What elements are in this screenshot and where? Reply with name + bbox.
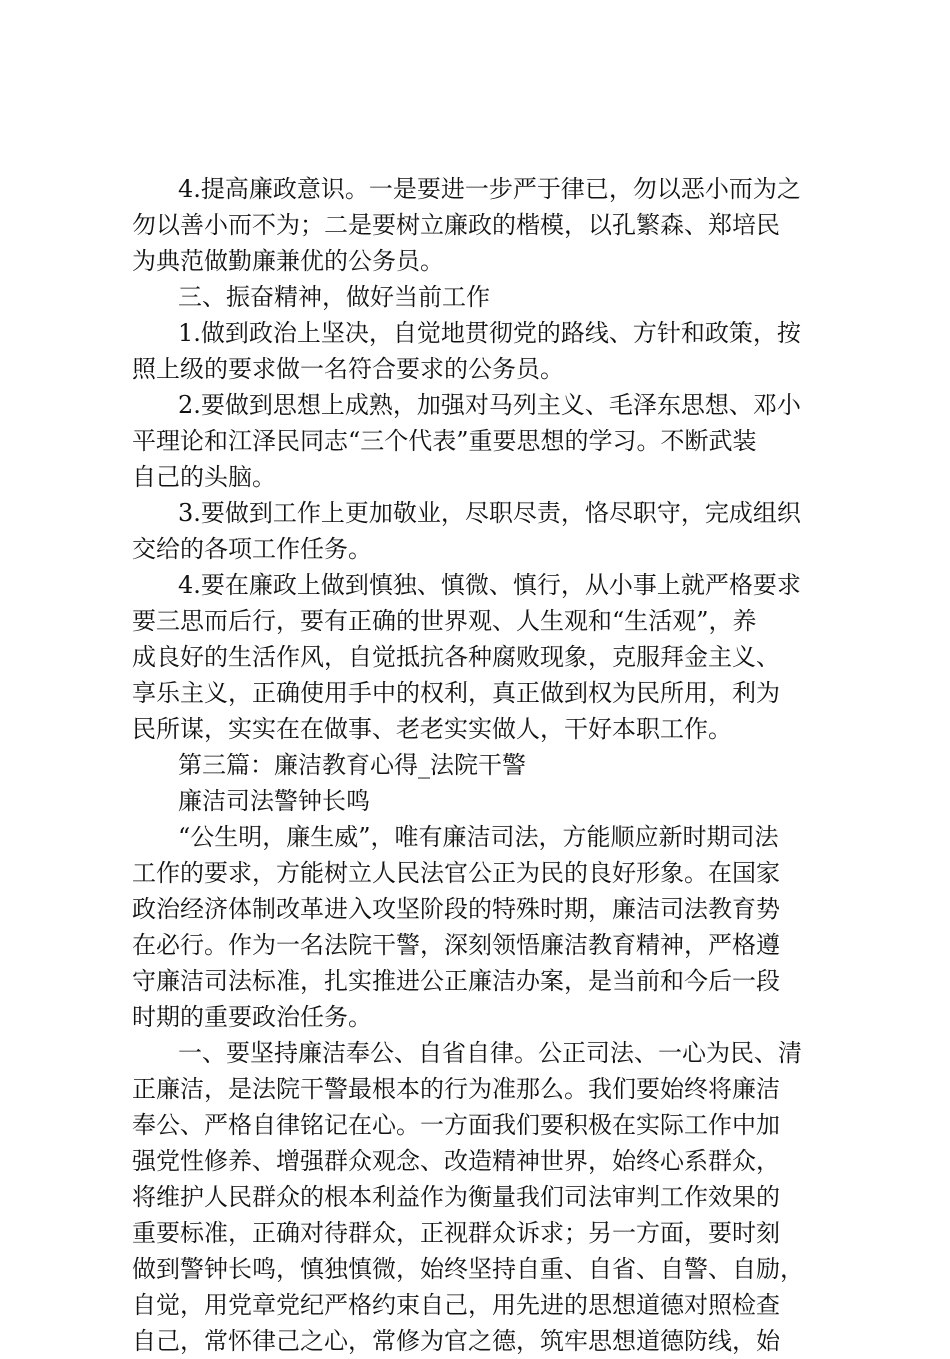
text-line: 4.提高廉政意识。一是要进一步严于律已，勿以恶小而为之 [178, 175, 801, 203]
text-line: 照上级的要求做一名符合要求的公务员。 [132, 355, 564, 383]
text-line: 将维护人民群众的根本利益作为衡量我们司法审判工作效果的 [132, 1183, 780, 1211]
text-line: 成良好的生活作风，自觉抵抗各种腐败现象，克服拜金主义、 [132, 643, 780, 671]
text-line: 平理论和江泽民同志“三个代表”重要思想的学习。不断武装 [132, 427, 757, 455]
text-line: 3.要做到工作上更加敬业，尽职尽责，恪尽职守，完成组织 [178, 499, 801, 527]
text-line: 自觉，用党章党纪严格约束自己，用先进的思想道德对照检查 [132, 1291, 780, 1319]
text-line: 享乐主义，正确使用手中的权利，真正做到权为民所用，利为 [132, 679, 780, 707]
text-line: 自己的头脑。 [132, 463, 276, 491]
text-line: 工作的要求，方能树立人民法官公正为民的良好形象。在国家 [132, 859, 780, 887]
text-line: 第三篇：廉洁教育心得_法院干警 [178, 751, 526, 779]
text-line: 在必行。作为一名法院干警，深刻领悟廉洁教育精神，严格遵 [132, 931, 780, 959]
text-line: 1.做到政治上坚决，自觉地贯彻党的路线、方针和政策，按 [178, 319, 801, 347]
text-line: 民所谋，实实在在做事、老老实实做人，干好本职工作。 [132, 715, 732, 743]
text-line: 勿以善小而不为；二是要树立廉政的楷模，以孔繁森、郑培民 [132, 211, 780, 239]
text-line: 要三思而后行，要有正确的世界观、人生观和“生活观”，养 [132, 607, 757, 635]
text-line: 2.要做到思想上成熟，加强对马列主义、毛泽东思想、邓小 [178, 391, 801, 419]
text-line: 交给的各项工作任务。 [132, 535, 372, 563]
text-line: 守廉洁司法标准，扎实推进公正廉洁办案，是当前和今后一段 [132, 967, 780, 995]
text-line: 强党性修养、增强群众观念、改造精神世界，始终心系群众， [132, 1147, 780, 1175]
text-line: 自己，常怀律己之心，常修为官之德，筑牢思想道德防线，始 [132, 1327, 780, 1355]
text-line: 为典范做勤廉兼优的公务员。 [132, 247, 444, 275]
text-line: 做到警钟长鸣，慎独慎微，始终坚持自重、自省、自警、自励， [132, 1255, 804, 1283]
text-line: 奉公、严格自律铭记在心。一方面我们要积极在实际工作中加 [132, 1111, 780, 1139]
text-line: “公生明，廉生威”，唯有廉洁司法，方能顺应新时期司法 [178, 823, 779, 851]
text-line: 4.要在廉政上做到慎独、慎微、慎行，从小事上就严格要求 [178, 571, 801, 599]
text-line: 政治经济体制改革进入攻坚阶段的特殊时期，廉洁司法教育势 [132, 895, 780, 923]
text-line: 正廉洁，是法院干警最根本的行为准那么。我们要始终将廉洁 [132, 1075, 780, 1103]
text-line: 时期的重要政治任务。 [132, 1003, 372, 1031]
text-line: 重要标准，正确对待群众，正视群众诉求；另一方面，要时刻 [132, 1219, 780, 1247]
text-line: 廉洁司法警钟长鸣 [178, 787, 370, 815]
document-body [132, 171, 837, 1359]
text-line: 三、振奋精神，做好当前工作 [178, 283, 490, 311]
text-line: 一、要坚持廉洁奉公、自省自律。公正司法、一心为民、清 [178, 1039, 802, 1067]
